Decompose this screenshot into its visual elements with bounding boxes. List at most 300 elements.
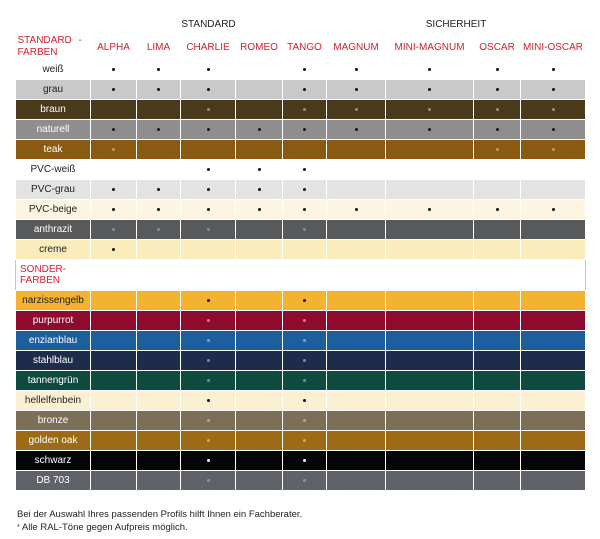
available-dot-icon (112, 188, 115, 191)
availability-cell (327, 100, 386, 120)
availability-cell (91, 331, 137, 351)
availability-cell (236, 411, 283, 431)
color-row (16, 331, 586, 351)
available-dot-icon (428, 68, 431, 71)
availability-cell (521, 240, 586, 260)
standard-farben-line1: STANDARD (17, 35, 72, 46)
availability-cell (91, 120, 137, 140)
availability-cell (474, 120, 521, 140)
availability-cell (137, 371, 181, 391)
available-dot-icon (258, 208, 261, 211)
available-dot-icon (355, 208, 358, 211)
availability-cell (327, 331, 386, 351)
availability-cell (327, 291, 386, 311)
availability-cell (474, 140, 521, 160)
availability-cell (327, 240, 386, 260)
availability-cell (181, 160, 236, 180)
color-name: PVC-beige (16, 200, 91, 220)
availability-cell (91, 140, 137, 160)
availability-cell (181, 351, 236, 371)
color-name: grau (16, 80, 91, 100)
availability-cell (386, 391, 474, 411)
available-dot-icon (303, 399, 306, 402)
availability-cell (91, 160, 137, 180)
color-row (16, 451, 586, 471)
availability-cell (137, 331, 181, 351)
available-dot-icon (303, 168, 306, 171)
availability-cell (283, 240, 327, 260)
availability-cell (521, 311, 586, 331)
availability-cell (386, 80, 474, 100)
availability-cell (521, 180, 586, 200)
availability-cell (474, 200, 521, 220)
available-dot-icon (157, 228, 160, 231)
availability-cell (474, 431, 521, 451)
availability-cell (181, 180, 236, 200)
available-dot-icon (207, 359, 210, 362)
availability-cell (386, 451, 474, 471)
availability-cell (181, 220, 236, 240)
column-header-alpha: ALPHA (91, 35, 137, 60)
available-dot-icon (207, 439, 210, 442)
color-name: anthrazit (16, 220, 91, 240)
available-dot-icon (552, 148, 555, 151)
available-dot-icon (207, 299, 210, 302)
availability-cell (283, 180, 327, 200)
availability-cell (236, 60, 283, 80)
sonder-header-body (16, 260, 586, 291)
availability-cell (181, 371, 236, 391)
availability-cell (386, 291, 474, 311)
column-header-oscar: OSCAR (474, 35, 521, 60)
availability-cell (236, 220, 283, 240)
availability-cell (236, 311, 283, 331)
availability-cell (327, 391, 386, 411)
available-dot-icon (112, 228, 115, 231)
availability-cell (386, 160, 474, 180)
color-row (16, 471, 586, 491)
availability-cell (181, 120, 236, 140)
availability-cell (521, 291, 586, 311)
availability-cell (91, 311, 137, 331)
availability-cell (327, 351, 386, 371)
availability-cell (283, 100, 327, 120)
availability-cell (181, 140, 236, 160)
availability-cell (236, 471, 283, 491)
color-name: braun (16, 100, 91, 120)
color-row (16, 60, 586, 80)
availability-cell (283, 291, 327, 311)
column-header-mini-oscar: MINI-OSCAR (521, 35, 586, 60)
available-dot-icon (428, 128, 431, 131)
availability-cell (327, 120, 386, 140)
standard-farben-label (16, 35, 91, 60)
available-dot-icon (207, 228, 210, 231)
availability-cell (283, 311, 327, 331)
availability-cell (137, 140, 181, 160)
availability-cell (283, 411, 327, 431)
available-dot-icon (112, 128, 115, 131)
availability-cell (236, 351, 283, 371)
availability-cell (236, 371, 283, 391)
availability-cell (474, 220, 521, 240)
availability-cell (236, 180, 283, 200)
available-dot-icon (552, 68, 555, 71)
availability-cell (91, 220, 137, 240)
available-dot-icon (355, 68, 358, 71)
available-dot-icon (303, 208, 306, 211)
color-row (16, 180, 586, 200)
availability-cell (474, 311, 521, 331)
available-dot-icon (428, 88, 431, 91)
availability-cell (283, 451, 327, 471)
available-dot-icon (552, 208, 555, 211)
availability-cell (283, 220, 327, 240)
availability-cell (137, 311, 181, 331)
color-name: PVC-grau (16, 180, 91, 200)
color-availability-table-container (15, 14, 585, 491)
group-sicherheit-header: SICHERHEIT (327, 15, 586, 35)
group-header-row (16, 15, 586, 35)
available-dot-icon (303, 188, 306, 191)
sonder-farben-row (16, 260, 586, 291)
availability-cell (236, 240, 283, 260)
available-dot-icon (552, 128, 555, 131)
column-header-charlie: CHARLIE (181, 35, 236, 60)
color-row (16, 351, 586, 371)
column-header-mini-magnum: MINI-MAGNUM (386, 35, 474, 60)
color-row (16, 431, 586, 451)
availability-cell (386, 471, 474, 491)
availability-cell (283, 371, 327, 391)
color-name: bronze (16, 411, 91, 431)
availability-cell (236, 160, 283, 180)
availability-cell (181, 451, 236, 471)
availability-cell (386, 60, 474, 80)
availability-cell (283, 200, 327, 220)
availability-cell (474, 100, 521, 120)
availability-cell (137, 200, 181, 220)
color-row (16, 371, 586, 391)
sonder-colors-body (16, 291, 586, 491)
availability-cell (386, 431, 474, 451)
availability-cell (521, 451, 586, 471)
availability-cell (521, 411, 586, 431)
availability-cell (474, 291, 521, 311)
availability-cell (181, 331, 236, 351)
available-dot-icon (207, 479, 210, 482)
availability-cell (521, 431, 586, 451)
availability-cell (474, 471, 521, 491)
available-dot-icon (112, 208, 115, 211)
available-dot-icon (157, 88, 160, 91)
availability-cell (283, 471, 327, 491)
color-name: golden oak (16, 431, 91, 451)
color-name: purpurrot (16, 311, 91, 331)
column-header-lima: LIMA (137, 35, 181, 60)
availability-cell (474, 371, 521, 391)
sonder-farben-label (16, 260, 91, 291)
availability-cell (327, 140, 386, 160)
availability-cell (181, 100, 236, 120)
availability-cell (236, 291, 283, 311)
availability-cell (181, 80, 236, 100)
column-header-magnum: MAGNUM (327, 35, 386, 60)
availability-cell (521, 351, 586, 371)
availability-cell (327, 371, 386, 391)
color-name: hellelfenbein (16, 391, 91, 411)
color-row (16, 140, 586, 160)
color-name: teak (16, 140, 91, 160)
available-dot-icon (303, 439, 306, 442)
availability-cell (327, 411, 386, 431)
available-dot-icon (207, 88, 210, 91)
color-name: tannengrün (16, 371, 91, 391)
available-dot-icon (303, 68, 306, 71)
availability-cell (283, 351, 327, 371)
availability-cell (181, 60, 236, 80)
availability-cell (181, 431, 236, 451)
color-name: schwarz (16, 451, 91, 471)
availability-cell (521, 220, 586, 240)
available-dot-icon (303, 379, 306, 382)
available-dot-icon (355, 108, 358, 111)
available-dot-icon (207, 68, 210, 71)
availability-cell (137, 180, 181, 200)
availability-cell (386, 100, 474, 120)
availability-cell (181, 200, 236, 220)
available-dot-icon (303, 108, 306, 111)
availability-cell (521, 160, 586, 180)
availability-cell (91, 351, 137, 371)
availability-cell (137, 391, 181, 411)
availability-cell (521, 471, 586, 491)
availability-cell (91, 391, 137, 411)
availability-cell (474, 80, 521, 100)
available-dot-icon (552, 108, 555, 111)
color-row (16, 160, 586, 180)
availability-cell (236, 200, 283, 220)
available-dot-icon (258, 128, 261, 131)
sonder-farben-line2: FARBEN (20, 275, 61, 286)
available-dot-icon (157, 128, 160, 131)
availability-cell (474, 351, 521, 371)
availability-cell (283, 431, 327, 451)
available-dot-icon (207, 128, 210, 131)
availability-cell (137, 60, 181, 80)
availability-cell (521, 60, 586, 80)
availability-cell (521, 391, 586, 411)
availability-cell (236, 451, 283, 471)
column-header-romeo: ROMEO (236, 35, 283, 60)
column-header-tango: TANGO (283, 35, 327, 60)
availability-cell (327, 200, 386, 220)
availability-cell (91, 291, 137, 311)
available-dot-icon (303, 479, 306, 482)
availability-cell (137, 451, 181, 471)
footnote-star: * (17, 524, 20, 531)
availability-cell (91, 240, 137, 260)
availability-cell (283, 80, 327, 100)
availability-cell (386, 411, 474, 431)
available-dot-icon (207, 339, 210, 342)
availability-cell (137, 291, 181, 311)
availability-cell (91, 200, 137, 220)
availability-cell (386, 311, 474, 331)
availability-cell (327, 311, 386, 331)
availability-cell (474, 60, 521, 80)
availability-cell (91, 411, 137, 431)
availability-cell (327, 451, 386, 471)
availability-cell (91, 60, 137, 80)
color-name: stahlblau (16, 351, 91, 371)
availability-cell (327, 180, 386, 200)
color-row (16, 120, 586, 140)
available-dot-icon (496, 88, 499, 91)
available-dot-icon (355, 88, 358, 91)
color-row (16, 311, 586, 331)
available-dot-icon (303, 419, 306, 422)
availability-cell (386, 180, 474, 200)
available-dot-icon (496, 128, 499, 131)
availability-cell (181, 311, 236, 331)
availability-cell (181, 240, 236, 260)
available-dot-icon (207, 168, 210, 171)
available-dot-icon (428, 108, 431, 111)
available-dot-icon (157, 68, 160, 71)
color-row (16, 391, 586, 411)
available-dot-icon (207, 459, 210, 462)
availability-cell (91, 371, 137, 391)
availability-cell (521, 100, 586, 120)
available-dot-icon (207, 399, 210, 402)
availability-cell (521, 331, 586, 351)
availability-cell (137, 220, 181, 240)
availability-cell (91, 471, 137, 491)
availability-cell (474, 240, 521, 260)
availability-cell (521, 80, 586, 100)
available-dot-icon (496, 68, 499, 71)
availability-cell (137, 120, 181, 140)
available-dot-icon (112, 248, 115, 251)
available-dot-icon (303, 128, 306, 131)
availability-cell (181, 391, 236, 411)
availability-cell (283, 60, 327, 80)
availability-cell (137, 431, 181, 451)
availability-cell (137, 80, 181, 100)
footnote-line2: Alle RAL-Töne gegen Aufpreis möglich. (21, 522, 188, 533)
color-row (16, 411, 586, 431)
available-dot-icon (303, 228, 306, 231)
available-dot-icon (303, 339, 306, 342)
availability-cell (521, 120, 586, 140)
availability-cell (137, 160, 181, 180)
group-header-blank (16, 15, 91, 35)
standard-colors-body (16, 60, 586, 260)
standard-farben-dash: - (78, 35, 82, 46)
footnote (17, 508, 302, 534)
availability-cell (474, 180, 521, 200)
available-dot-icon (303, 88, 306, 91)
availability-cell (137, 411, 181, 431)
available-dot-icon (552, 88, 555, 91)
color-row (16, 240, 586, 260)
availability-cell (386, 351, 474, 371)
available-dot-icon (303, 359, 306, 362)
color-row (16, 80, 586, 100)
availability-cell (137, 100, 181, 120)
group-standard-header: STANDARD (91, 15, 327, 35)
availability-cell (386, 371, 474, 391)
availability-cell (283, 140, 327, 160)
availability-cell (236, 331, 283, 351)
available-dot-icon (157, 208, 160, 211)
availability-cell (236, 391, 283, 411)
availability-cell (474, 451, 521, 471)
available-dot-icon (112, 148, 115, 151)
standard-farben-line2: FARBEN (17, 47, 58, 58)
availability-cell (327, 60, 386, 80)
availability-cell (137, 471, 181, 491)
available-dot-icon (258, 188, 261, 191)
availability-cell (521, 200, 586, 220)
available-dot-icon (207, 319, 210, 322)
color-name: creme (16, 240, 91, 260)
color-availability-table (15, 14, 586, 491)
color-name: weiß (16, 60, 91, 80)
availability-cell (283, 120, 327, 140)
available-dot-icon (428, 208, 431, 211)
availability-cell (236, 100, 283, 120)
color-row (16, 220, 586, 240)
availability-cell (521, 371, 586, 391)
availability-cell (474, 411, 521, 431)
availability-cell (327, 160, 386, 180)
column-header-row (16, 35, 586, 60)
color-name: enzianblau (16, 331, 91, 351)
availability-cell (283, 160, 327, 180)
availability-cell (386, 140, 474, 160)
availability-cell (474, 160, 521, 180)
color-name: PVC-weiß (16, 160, 91, 180)
availability-cell (181, 411, 236, 431)
availability-cell (386, 220, 474, 240)
color-row (16, 291, 586, 311)
available-dot-icon (112, 88, 115, 91)
sonder-farben-line1: SONDER- (20, 264, 67, 275)
availability-cell (236, 140, 283, 160)
available-dot-icon (355, 128, 358, 131)
available-dot-icon (112, 68, 115, 71)
availability-cell (236, 80, 283, 100)
availability-cell (236, 431, 283, 451)
availability-cell (91, 431, 137, 451)
availability-cell (283, 331, 327, 351)
availability-cell (91, 80, 137, 100)
available-dot-icon (207, 108, 210, 111)
available-dot-icon (207, 419, 210, 422)
availability-cell (137, 240, 181, 260)
availability-cell (181, 471, 236, 491)
available-dot-icon (303, 299, 306, 302)
color-name: naturell (16, 120, 91, 140)
color-row (16, 200, 586, 220)
available-dot-icon (496, 208, 499, 211)
available-dot-icon (303, 319, 306, 322)
availability-cell (283, 391, 327, 411)
availability-cell (327, 220, 386, 240)
availability-cell (91, 451, 137, 471)
